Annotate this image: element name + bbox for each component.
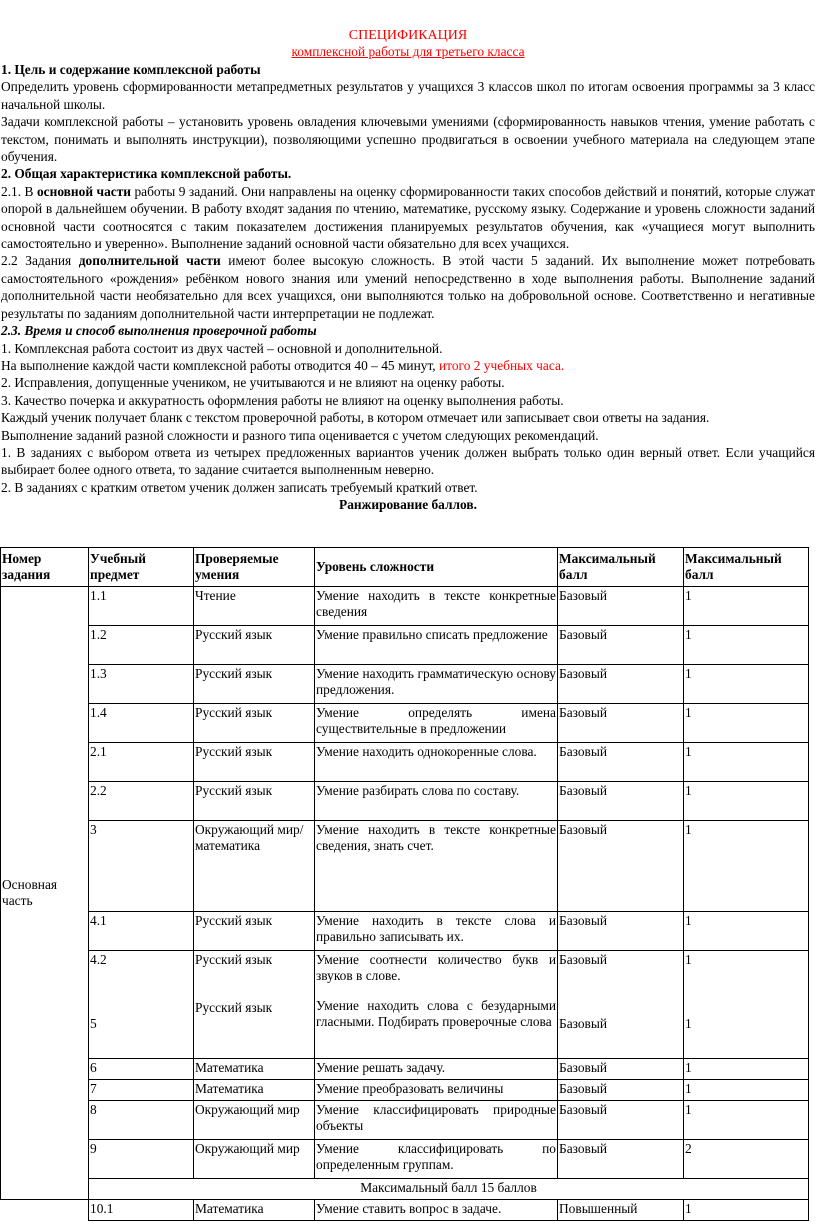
section-2-1-paragraph bbox=[0, 183, 815, 253]
empty-cell bbox=[1, 1200, 89, 1221]
s21-text-c: работы 9 заданий. Они направлены на оценку сформированности таких способов действий и понятий, которые служат опорой в дальнейшем обучении. В работу входят задания по чтению, математике, русскому языку. Содержание и уровень сложности заданий основной части соотносятся с таким показателем достижения планируемых результатов обучения, как «учащиеся могут выполнить самостоятельно и уверенно». Выполнение заданий основной части обязательно для всех учащихся. bbox=[1, 183, 815, 252]
document-subtitle: комплексной работы для третьего класса bbox=[291, 44, 525, 59]
header-number: Номер задания bbox=[1, 548, 89, 587]
table-row-merged bbox=[1, 951, 809, 1059]
time-text: На выполнение каждой части комплексной работы отводится 40 – 45 минут, bbox=[1, 357, 439, 373]
cell-level: Базовый bbox=[559, 952, 608, 967]
cell-skill: Умение преобразовать величины bbox=[315, 1080, 558, 1101]
cell-num: 4.1 bbox=[89, 912, 194, 951]
cell-level: Базовый bbox=[558, 704, 684, 743]
header-max-score: Максимальный балл bbox=[558, 548, 684, 587]
cell-score: 1 bbox=[684, 626, 809, 665]
cell-num: 6 bbox=[89, 1059, 194, 1080]
cell-score: 1 bbox=[684, 743, 809, 782]
header-skills: Проверяемые умения bbox=[194, 548, 315, 587]
list-line-8: 2. В заданиях с кратким ответом ученик должен записать требуемый краткий ответ. bbox=[1, 479, 478, 495]
cell-level: Базовый bbox=[558, 665, 684, 704]
cell-subject: Русский язык bbox=[194, 626, 315, 665]
cell-num: 1.3 bbox=[89, 665, 194, 704]
cell-subject: Русский язык bbox=[194, 665, 315, 704]
table-header-row bbox=[1, 548, 809, 587]
cell-skill: Умение разбирать слова по составу. bbox=[315, 782, 558, 821]
table-row bbox=[1, 587, 809, 626]
table-row bbox=[1, 743, 809, 782]
cell-subject: Окружающий мир bbox=[194, 1140, 315, 1179]
header-level: Уровень сложности bbox=[315, 548, 558, 587]
cell-score: 1 bbox=[684, 704, 809, 743]
cell-num-merged bbox=[89, 951, 194, 1059]
cell-score: 1 bbox=[684, 821, 809, 912]
table-row bbox=[1, 1059, 809, 1080]
cell-subject: Русский язык bbox=[194, 782, 315, 821]
cell-num: 4.2 bbox=[90, 952, 107, 967]
section-1-paragraph-2: Задачи комплексной работы – установить уровень овладения ключевыми умениями (сформированность навыков чтения, умение работать с текстом, понимать и выполнять инструкции), позволяющими успешно продвигаться в освоении учебного материала на следующем этапе обучения. bbox=[1, 114, 815, 165]
cell-score-merged bbox=[684, 951, 809, 1059]
cell-level: Базовый bbox=[558, 1080, 684, 1101]
cell-level-merged bbox=[558, 951, 684, 1059]
table-row bbox=[1, 704, 809, 743]
s22-bold: дополнительной части bbox=[78, 253, 221, 269]
cell-skill: Умение находить слова с безударными гласными. Подбирать проверочные слова bbox=[316, 998, 556, 1029]
header-max-score-2: Максимальный балл bbox=[684, 548, 809, 587]
cell-subject: Русский язык bbox=[195, 1000, 273, 1015]
cell-level: Базовый bbox=[558, 1101, 684, 1140]
cell-score: 1 bbox=[684, 912, 809, 951]
cell-skill: Умение находить в тексте слова и правильно записывать их. bbox=[315, 912, 558, 951]
cell-level: Базовый bbox=[558, 743, 684, 782]
cell-num: 9 bbox=[89, 1140, 194, 1179]
group-label: Основная часть bbox=[1, 587, 89, 1200]
cell-level: Базовый bbox=[558, 782, 684, 821]
cell-num: 2.2 bbox=[89, 782, 194, 821]
cell-score: 1 bbox=[684, 782, 809, 821]
cell-num: 5 bbox=[90, 1016, 97, 1031]
s21-bold: основной части bbox=[36, 183, 131, 199]
cell-level: Базовый bbox=[558, 1059, 684, 1080]
table-row bbox=[1, 912, 809, 951]
ranking-heading: Ранжирование баллов. bbox=[339, 497, 477, 513]
cell-subject: Русский язык bbox=[194, 743, 315, 782]
cell-skill: Умение находить в тексте конкретные сведения, знать счет. bbox=[315, 821, 558, 912]
cell-skill: Умение определять имена существительные в предложении bbox=[315, 704, 558, 743]
table-row bbox=[1, 782, 809, 821]
list-line-4: 3. Качество почерка и аккуратность оформления работы не влияют на оценку выполнения работы. bbox=[1, 392, 564, 408]
cell-subject: Окружающий мир bbox=[194, 1101, 315, 1140]
cell-num: 3 bbox=[89, 821, 194, 912]
cell-subject: Математика bbox=[194, 1059, 315, 1080]
cell-num: 1.4 bbox=[89, 704, 194, 743]
cell-level: Базовый bbox=[559, 1016, 608, 1031]
cell-num: 2.1 bbox=[89, 743, 194, 782]
table-row bbox=[1, 1080, 809, 1101]
cell-score: 1 bbox=[684, 1101, 809, 1140]
list-line-5: Каждый ученик получает бланк с текстом проверочной работы, в котором отмечает или записывает свои ответы на задания. bbox=[1, 410, 710, 426]
cell-num: 1.2 bbox=[89, 626, 194, 665]
table-row bbox=[1, 821, 809, 912]
total-score: Максимальный балл 15 баллов bbox=[89, 1179, 809, 1200]
cell-num: 1.1 bbox=[89, 587, 194, 626]
total-row bbox=[1, 1179, 809, 1200]
cell-skill: Умение ставить вопрос в задаче. bbox=[315, 1200, 558, 1221]
cell-score: 1 bbox=[685, 952, 692, 967]
document-page bbox=[0, 27, 816, 514]
cell-skill: Умение соотнести количество букв и звуков в слове. bbox=[316, 952, 556, 983]
scores-table bbox=[0, 547, 809, 1221]
cell-level: Базовый bbox=[558, 821, 684, 912]
time-total: итого 2 учебных часа. bbox=[439, 357, 565, 373]
cell-subject: Русский язык bbox=[194, 912, 315, 951]
cell-level: Базовый bbox=[558, 626, 684, 665]
table-row-extra bbox=[1, 1200, 809, 1221]
list-line-3: 2. Исправления, допущенные учеником, не учитываются и не влияют на оценку работы. bbox=[1, 375, 505, 391]
cell-subject: Русский язык bbox=[195, 952, 273, 967]
list-line-2 bbox=[0, 357, 815, 374]
cell-skill: Умение находить однокоренные слова. bbox=[315, 743, 558, 782]
cell-score: 1 bbox=[684, 665, 809, 704]
s21-text-a: 2.1. В bbox=[1, 183, 37, 199]
cell-score: 1 bbox=[684, 587, 809, 626]
table-row bbox=[1, 626, 809, 665]
document-title: СПЕЦИФИКАЦИЯ bbox=[348, 28, 468, 43]
cell-subject: Чтение bbox=[194, 587, 315, 626]
list-line-7: 1. В заданиях с выбором ответа из четырех предложенных вариантов ученик должен выбрать только один верный ответ. Если учащийся выбирает более одного ответа, то задание считается выполненным неверно. bbox=[1, 444, 815, 478]
section-1-heading: 1. Цель и содержание комплексной работы bbox=[1, 62, 261, 77]
cell-level: Базовый bbox=[558, 1140, 684, 1179]
cell-score: 1 bbox=[684, 1200, 809, 1221]
cell-score: 2 bbox=[684, 1140, 809, 1179]
cell-score: 1 bbox=[684, 1080, 809, 1101]
cell-score: 1 bbox=[684, 1059, 809, 1080]
s22-text-a: 2.2 Задания bbox=[1, 253, 79, 269]
table-row bbox=[1, 665, 809, 704]
section-2-2-paragraph bbox=[0, 252, 815, 322]
cell-skill: Умение классифицировать по определенным группам. bbox=[315, 1140, 558, 1179]
section-1-paragraph-1: Определить уровень сформированности метапредметных результатов у учащихся 3 классов школ по итогам освоения программы за 3 класс начальной школы. bbox=[1, 79, 815, 112]
table-row bbox=[1, 1140, 809, 1179]
cell-level: Базовый bbox=[558, 587, 684, 626]
cell-score: 1 bbox=[685, 1016, 692, 1031]
s22-text-c: имеют более высокую сложность. В этой части 5 заданий. Их выполнение может потребовать самостоятельного «рождения» ребёнком нового знания или умений непосредственно в ходе выполнения работы. Выполнение заданий дополнительной части необязательно для всех учащихся, они выполняются только на добровольной основе. Соответственно и негативные результаты по заданиям дополнительной части интерпретации не подлежат. bbox=[1, 253, 816, 321]
header-subject: Учебный предмет bbox=[89, 548, 194, 587]
cell-num: 8 bbox=[89, 1101, 194, 1140]
cell-skill: Умение классифицировать природные объекты bbox=[315, 1101, 558, 1140]
cell-level: Базовый bbox=[558, 912, 684, 951]
cell-skill: Умение правильно списать предложение bbox=[315, 626, 558, 665]
cell-skill: Умение находить грамматическую основу предложения. bbox=[315, 665, 558, 704]
cell-subject-merged bbox=[194, 951, 315, 1059]
list-line-6: Выполнение заданий разной сложности и разного типа оценивается с учетом следующих рекомендаций. bbox=[1, 427, 599, 443]
cell-skill-merged bbox=[315, 951, 558, 1059]
section-2-3-heading: 2.3. Время и способ выполнения проверочной работы bbox=[1, 323, 317, 339]
cell-skill: Умение решать задачу. bbox=[315, 1059, 558, 1080]
table-row bbox=[1, 1101, 809, 1140]
cell-level: Повышенный bbox=[558, 1200, 684, 1221]
cell-subject: Русский язык bbox=[194, 704, 315, 743]
list-line-1: 1. Комплексная работа состоит из двух частей – основной и дополнительной. bbox=[1, 340, 443, 356]
section-2-heading: 2. Общая характеристика комплексной работы. bbox=[1, 166, 292, 182]
cell-skill: Умение находить в тексте конкретные сведения bbox=[315, 587, 558, 626]
cell-subject: Окружающий мир/математика bbox=[194, 821, 315, 912]
cell-subject: Математика bbox=[194, 1200, 315, 1221]
cell-subject: Математика bbox=[194, 1080, 315, 1101]
cell-num: 7 bbox=[89, 1080, 194, 1101]
cell-num: 10.1 bbox=[89, 1200, 194, 1221]
